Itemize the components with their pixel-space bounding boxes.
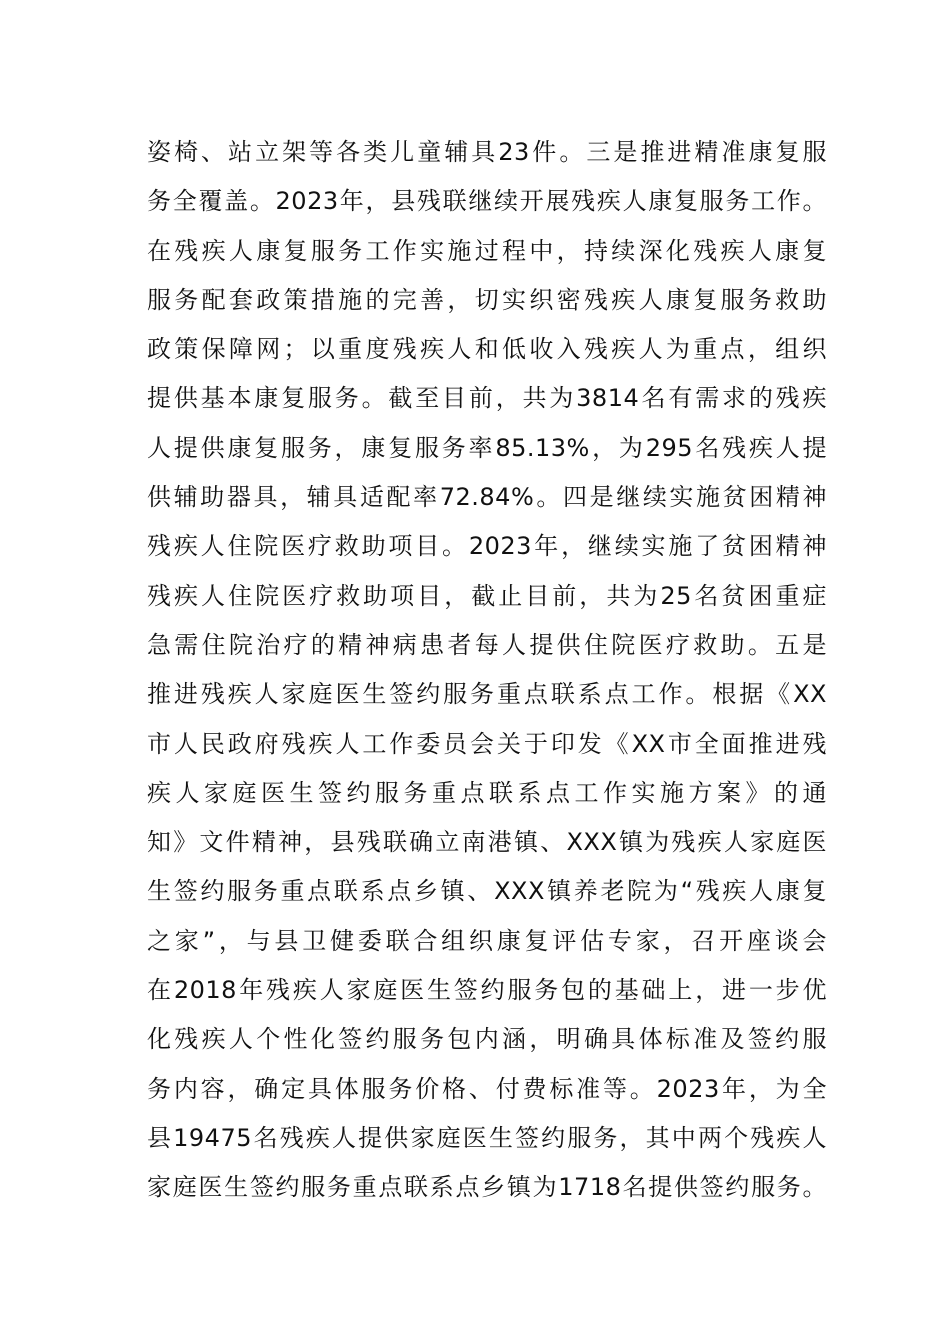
text-line: 残疾人住院医疗救助项目。2023年，继续实施了贫困精神 (147, 532, 827, 561)
text-line: 家庭医生签约服务重点联系点乡镇为1718名提供签约服务。 (147, 1173, 827, 1202)
text-line: 姿椅、站立架等各类儿童辅具23件。三是推进精准康复服 (147, 138, 827, 166)
text-line: 之家”，与县卫健委联合组织康复评估专家，召开座谈会 (147, 926, 827, 955)
text-line: 务全覆盖。2023年，县残联继续开展残疾人康复服务工作。 (147, 187, 827, 216)
text-line: 疾人家庭医生签约服务重点联系点工作实施方案》的通 (147, 778, 827, 807)
text-line: 供辅助器具，辅具适配率72.84%。四是继续实施贫困精神 (147, 483, 827, 512)
text-line: 生签约服务重点联系点乡镇、XXX镇养老院为“残疾人康复 (147, 877, 827, 906)
text-line: 人提供康复服务，康复服务率85.13%，为295名残疾人提 (147, 433, 827, 462)
text-line: 县19475名残疾人提供家庭医生签约服务，其中两个残疾人 (147, 1123, 827, 1152)
text-line: 知》文件精神，县残联确立南港镇、XXX镇为残疾人家庭医 (147, 828, 827, 857)
text-line: 在2018年残疾人家庭医生签约服务包的基础上，进一步优 (147, 976, 827, 1005)
text-line: 政策保障网；以重度残疾人和低收入残疾人为重点，组织 (147, 335, 827, 364)
text-line: 提供基本康复服务。截至目前，共为3814名有需求的残疾 (147, 384, 827, 413)
body-text (147, 128, 827, 1213)
text-line: 化残疾人个性化签约服务包内涵，明确具体标准及签约服 (147, 1025, 827, 1054)
text-line: 在残疾人康复服务工作实施过程中，持续深化残疾人康复 (147, 236, 827, 265)
text-line: 服务配套政策措施的完善，切实织密残疾人康复服务救助 (147, 285, 827, 314)
text-line: 市人民政府残疾人工作委员会关于印发《XX市全面推进残 (147, 729, 827, 758)
text-line: 残疾人住院医疗救助项目，截止目前，共为25名贫困重症 (147, 581, 827, 610)
text-line: 务内容，确定具体服务价格、付费标准等。2023年，为全 (147, 1074, 827, 1103)
text-line: 推进残疾人家庭医生签约服务重点联系点工作。根据《XX (147, 680, 827, 709)
text-line: 急需住院治疗的精神病患者每人提供住院医疗救助。五是 (147, 630, 827, 659)
